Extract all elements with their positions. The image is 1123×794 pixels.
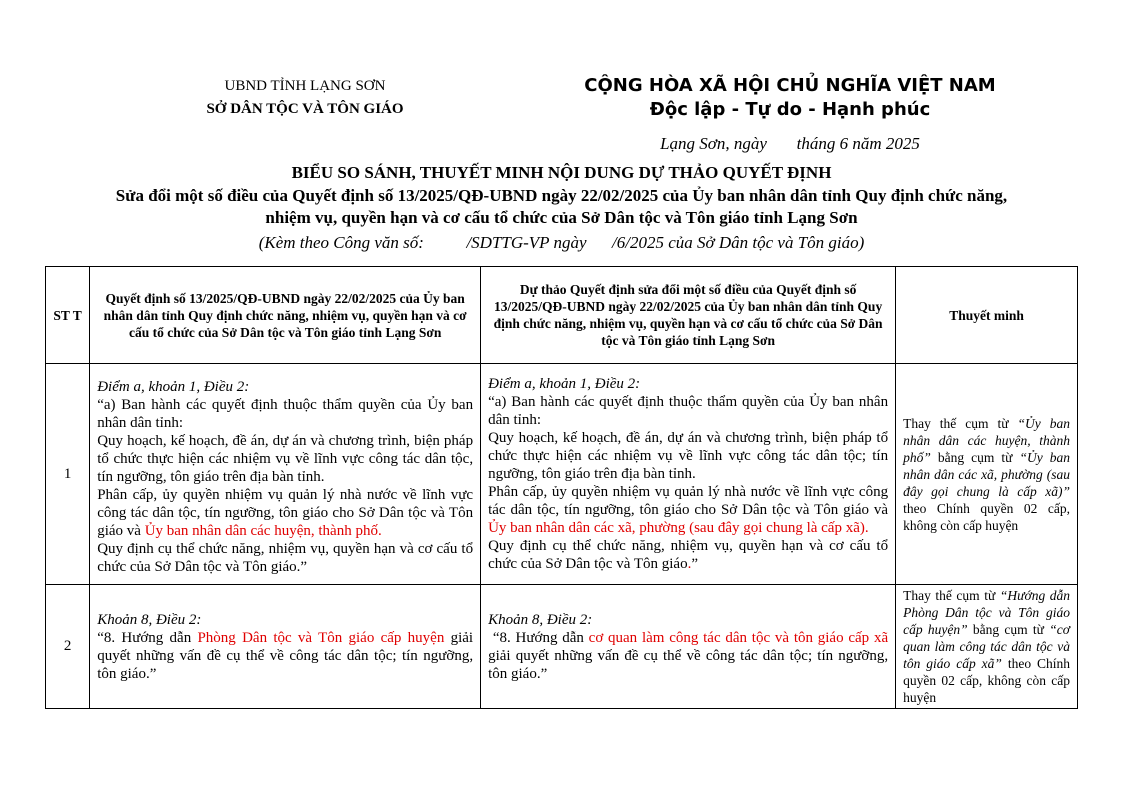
table-row — [46, 364, 1078, 585]
paragraph — [488, 537, 888, 573]
quoted-phrase: “cơ quan làm công tác dân tộc và tôn giáo cấp xã” — [903, 622, 1070, 671]
clause-ref: Điểm a, khoản 1, Điều 2: — [488, 376, 641, 392]
current-text-cell — [90, 585, 481, 709]
header-explanation: Thuyết minh — [896, 267, 1078, 364]
text-run: “8. Hướng dẫn — [488, 629, 589, 646]
text-run: Thay thế cụm từ — [903, 415, 1018, 431]
draft-text-cell — [481, 364, 896, 585]
text-run: ” — [691, 556, 698, 572]
text-run: theo Chính quyền 02 cấp, không còn cấp huyện — [903, 656, 1071, 705]
text-run: giải quyết những vấn đề cụ thể về công tác dân tộc; tín ngưỡng, tôn giáo.” — [488, 629, 892, 682]
nation-name: CỘNG HÒA XÃ HỘI CHỦ NGHĨA VIỆT NAM — [584, 75, 996, 96]
row-number: 1 — [46, 364, 90, 585]
text-run: Thay thế cụm từ — [903, 588, 1000, 603]
quoted-phrase: “Ủy ban nhân dân các huyện, thành phố” — [903, 415, 1071, 465]
text-run: Phân cấp, ủy quyền nhiệm vụ quản lý nhà nước về lĩnh vực công tác dân tộc, tín ngưỡng, tôn giáo cho Sở Dân tộc và Tôn giáo và — [488, 484, 889, 518]
text-run: Quy định cụ thể chức năng, nhiệm vụ, quyền hạn và cơ cấu tổ chức của Sở Dân tộc và Tôn giáo — [488, 538, 889, 572]
changed-text: Ủy ban nhân dân các xã, phường (sau đây gọi chung là cấp xã). — [488, 520, 869, 536]
national-heading — [560, 74, 1020, 122]
changed-text: . — [687, 556, 692, 572]
text-run: “8. Hướng dẫn — [97, 629, 198, 646]
row-number: 2 — [46, 585, 90, 709]
table-header-row — [46, 267, 1078, 364]
quoted-phrase: “Ủy ban nhân dân các xã, phường (sau đây gọi chung là cấp xã)” — [903, 449, 1070, 499]
text-run: giải quyết những vấn đề cụ thể về công tác dân tộc; tín ngưỡng, tôn giáo.” — [97, 629, 474, 682]
paragraph: “a) Ban hành các quyết định thuộc thẩm quyền của Ủy ban nhân dân tỉnh: — [488, 394, 889, 428]
paragraph — [488, 629, 892, 683]
clause-ref: Khoản 8, Điều 2: — [97, 611, 202, 628]
explanation-cell — [896, 364, 1078, 585]
header-stt: ST T — [46, 267, 90, 364]
text-run: theo Chính quyền 02 cấp, không còn cấp huyện — [903, 500, 1070, 533]
paragraph — [97, 486, 473, 540]
clause-ref: Điểm a, khoản 1, Điều 2: — [97, 379, 250, 395]
changed-text: Phòng Dân tộc và Tôn giáo cấp huyện — [197, 629, 445, 646]
attachment-note: (Kèm theo Công văn số: /SDTTG-VP ngày /6/2025 của Sở Dân tộc và Tôn giáo) — [258, 233, 865, 252]
explanation-cell — [896, 585, 1078, 709]
comparison-table — [45, 266, 1078, 709]
text-run: bằng cụm từ — [930, 449, 1020, 465]
quoted-phrase: “Hướng dẫn Phòng Dân tộc và Tôn giáo cấp huyện” — [903, 588, 1071, 637]
agency-parent: UBND TỈNH LẠNG SƠN — [224, 78, 386, 94]
header-current-decision: Quyết định số 13/2025/QĐ-UBND ngày 22/02/2025 của Ủy ban nhân dân tỉnh Quy định chức năng, nhiệm vụ, quyền hạn và cơ cấu tổ chức của Sở Dân tộc và Tôn giáo tỉnh Lạng Sơn — [90, 267, 481, 364]
paragraph: Quy hoạch, kế hoạch, đề án, dự án và chương trình, biện pháp tổ chức thực hiện các nhiệm vụ về lĩnh vực công tác dân tộc; tín ngưỡng, tôn giáo trên địa bàn tỉnh. — [488, 430, 889, 482]
document-title: BIỂU SO SÁNH, THUYẾT MINH NỘI DUNG DỰ THẢO QUYẾT ĐỊNH — [291, 163, 832, 182]
text-run: Phân cấp, ủy quyền nhiệm vụ quản lý nhà nước về lĩnh vực công tác dân tộc, tín ngưỡng, tôn giáo cho Sở Dân tộc và Tôn giáo và — [97, 487, 474, 539]
paragraph: “a) Ban hành các quyết định thuộc thẩm quyền của Ủy ban nhân dân tỉnh: — [97, 397, 474, 431]
paragraph: Quy định cụ thể chức năng, nhiệm vụ, quyền hạn và cơ cấu tổ chức của Sở Dân tộc và Tôn giáo.” — [97, 541, 474, 575]
draft-text-cell — [481, 585, 896, 709]
changed-text: cơ quan làm công tác dân tộc và tôn giáo cấp xã — [588, 629, 889, 646]
place-date: Lạng Sơn, ngày tháng 6 năm 2025 — [660, 134, 920, 153]
agency-name: SỞ DÂN TỘC VÀ TÔN GIÁO — [206, 101, 404, 117]
changed-text: Ủy ban nhân dân các huyện, thành phố. — [144, 523, 382, 539]
agency-block — [150, 76, 460, 122]
motto: Độc lập - Tự do - Hạnh phúc — [649, 99, 931, 120]
text-run: bằng cụm từ — [967, 622, 1050, 637]
clause-ref: Khoản 8, Điều 2: — [488, 611, 593, 628]
paragraph — [97, 629, 473, 683]
paragraph: Quy hoạch, kế hoạch, đề án, dự án và chương trình, biện pháp tổ chức thực hiện các nhiệm vụ về lĩnh vực công tác dân tộc, tín ngưỡng, tôn giáo trên địa bàn tỉnh. — [97, 433, 474, 485]
header-draft-decision: Dự thảo Quyết định sửa đổi một số điều của Quyết định số 13/2025/QĐ-UBND ngày 22/02/2025 của Ủy ban nhân dân tỉnh Quy định chức năng, nhiệm vụ, quyền hạn và cơ cấu tổ chức của Sở Dân tộc và Tôn giáo tỉnh Lạng Sơn — [481, 267, 896, 364]
document-subtitle: Sửa đổi một số điều của Quyết định số 13/2025/QĐ-UBND ngày 22/02/2025 của Ủy ban nhân dân tỉnh Quy định chức năng, nhiệm vụ, quyền hạn và cơ cấu tổ chức của Sở Dân tộc và Tôn giáo tỉnh Lạng Sơn — [115, 186, 1008, 227]
table-row — [46, 585, 1078, 709]
current-text-cell — [90, 364, 481, 585]
paragraph — [488, 483, 888, 537]
